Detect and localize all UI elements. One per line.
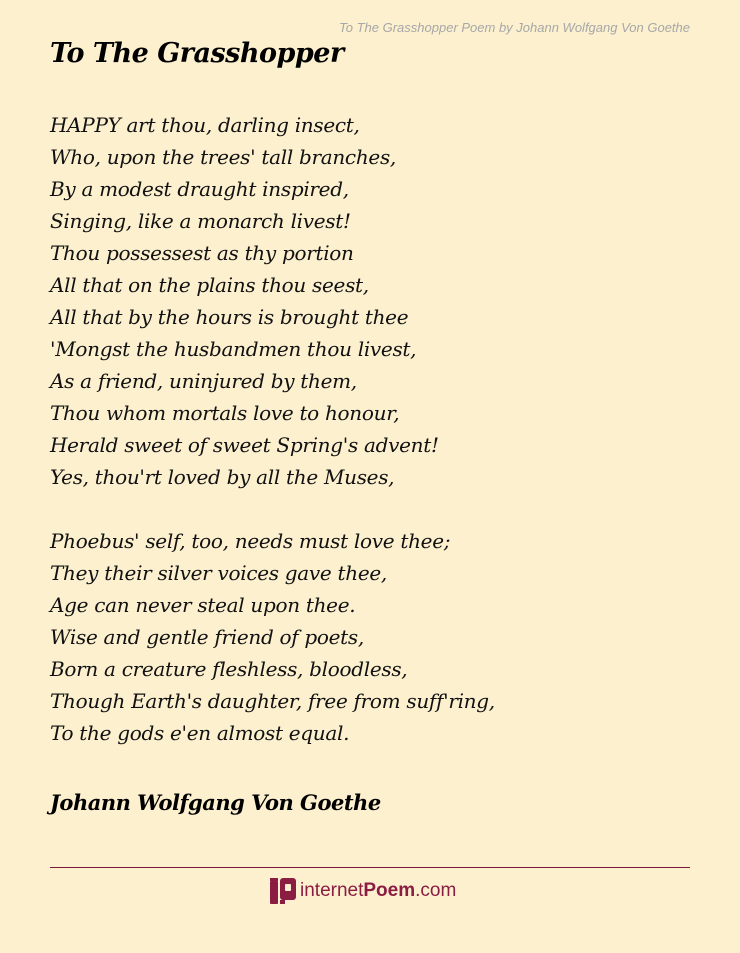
poem-line: Phoebus' self, too, needs must love thee; xyxy=(50,529,451,553)
poem-line: Singing, like a monarch livest! xyxy=(50,209,351,233)
stanza-2 xyxy=(50,525,495,749)
poem-line: Herald sweet of sweet Spring's advent! xyxy=(50,433,439,457)
poem-line: Though Earth's daughter, free from suff'ring, xyxy=(50,689,495,713)
internetpoem-home-link[interactable] xyxy=(270,878,456,904)
poem-line: Born a creature fleshless, bloodless, xyxy=(50,657,408,681)
stanza-1 xyxy=(50,109,495,493)
poem-line: To the gods e'en almost equal. xyxy=(50,721,350,745)
poem-line: All that by the hours is brought thee xyxy=(50,305,409,329)
poem-line: They their silver voices gave thee, xyxy=(50,561,387,585)
brand-name: internetPoem.com xyxy=(300,880,457,901)
poem-title: To The Grasshopper xyxy=(50,38,344,69)
poem-line: 'Mongst the husbandmen thou livest, xyxy=(50,337,417,361)
poem-body xyxy=(50,109,495,749)
header-caption: To The Grasshopper Poem by Johann Wolfgang Von Goethe xyxy=(339,20,690,35)
poem-line: HAPPY art thou, darling insect, xyxy=(50,113,360,137)
poem-line: Thou possessest as thy portion xyxy=(50,241,354,265)
poem-line: Age can never steal upon thee. xyxy=(50,593,356,617)
poem-line: By a modest draught inspired, xyxy=(50,177,349,201)
footer-divider xyxy=(50,867,690,868)
poem-line: All that on the plains thou seest, xyxy=(50,273,369,297)
poem-line: Thou whom mortals love to honour, xyxy=(50,401,400,425)
poem-line: Who, upon the trees' tall branches, xyxy=(50,145,396,169)
poem-author: Johann Wolfgang Von Goethe xyxy=(50,790,381,815)
internetpoem-logo-icon xyxy=(270,878,296,904)
poem-line: Wise and gentle friend of poets, xyxy=(50,625,364,649)
poem-line: As a friend, uninjured by them, xyxy=(50,369,357,393)
poem-line: Yes, thou'rt loved by all the Muses, xyxy=(50,465,395,489)
